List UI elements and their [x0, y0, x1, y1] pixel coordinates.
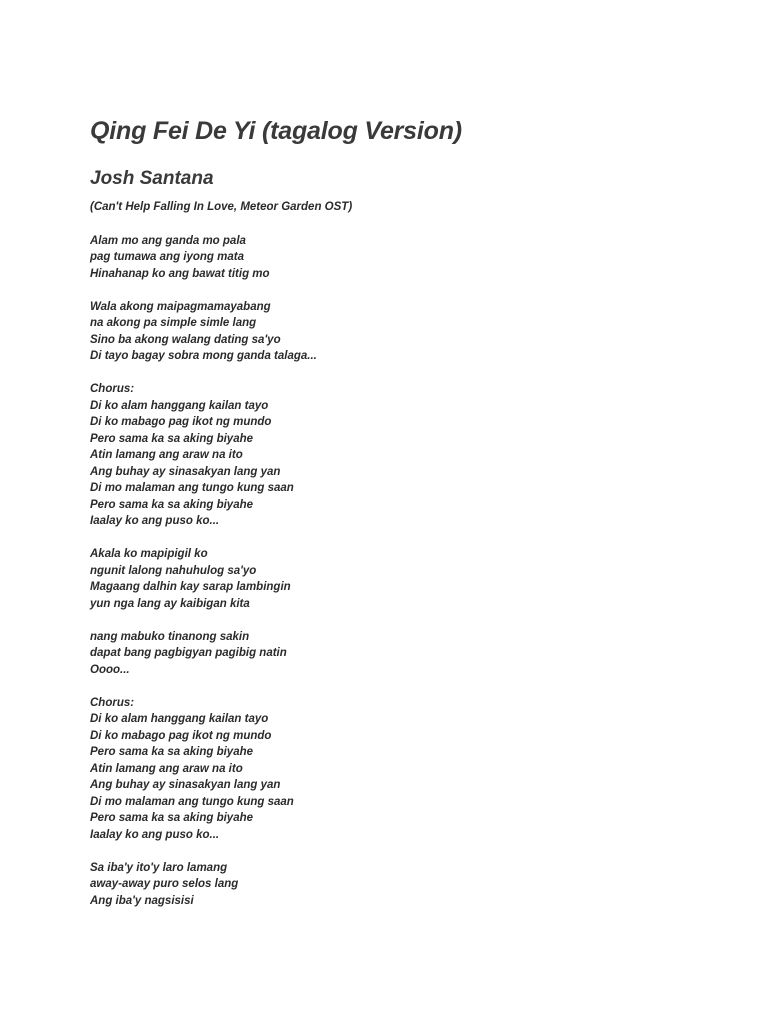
lyric-line: Iaalay ko ang puso ko...	[90, 828, 220, 841]
lyric-line: Atin lamang ang araw na ito	[90, 762, 243, 775]
lyric-line: nang mabuko tinanong sakin	[90, 630, 250, 643]
lyric-line: Ang buhay ay sinasakyan lang yan	[90, 779, 281, 791]
lyric-stanza	[90, 233, 710, 283]
lyric-line: Ang iba'y nagsisisi	[90, 894, 194, 907]
lyric-line: dapat bang pagbigyan pagibig natin	[90, 647, 287, 659]
lyric-line: Akala ko mapipigil ko	[90, 548, 208, 560]
lyric-line: pag tumawa ang iyong mata	[90, 251, 244, 263]
lyric-line: Wala akong maipagmamayabang	[90, 300, 271, 313]
lyric-line: Pero sama ka sa aking biyahe	[90, 812, 254, 824]
song-subtitle: (Can't Help Falling In Love, Meteor Garden OST)	[90, 201, 353, 213]
lyric-line: Iaalay ko ang puso ko...	[90, 515, 220, 527]
song-title: Qing Fei De Yi (tagalog Version)	[90, 117, 462, 145]
lyric-stanza	[90, 546, 710, 612]
lyric-line: Oooo...	[90, 663, 130, 676]
lyric-line: Di ko alam hanggang kailan tayo	[90, 713, 269, 725]
lyric-line: Pero sama ka sa aking biyahe	[90, 746, 254, 758]
lyric-line: Di tayo bagay sobra mong ganda talaga...	[90, 350, 317, 362]
lyric-line: Hinahanap ko ang bawat titig mo	[90, 267, 270, 280]
lyric-stanza	[90, 695, 710, 844]
lyrics-body	[90, 233, 710, 910]
document-page	[90, 113, 710, 926]
lyric-line: Sa iba'y ito'y laro lamang	[90, 861, 228, 874]
lyric-line: Di ko mabago pag ikot ng mundo	[90, 416, 272, 428]
lyric-stanza	[90, 860, 710, 910]
lyric-line: Sino ba akong walang dating sa'yo	[90, 333, 281, 346]
lyric-stanza	[90, 629, 710, 679]
lyric-line: Ang buhay ay sinasakyan lang yan	[90, 465, 281, 478]
lyric-line: away-away puro selos lang	[90, 878, 239, 890]
lyric-line: Chorus:	[90, 383, 135, 395]
lyric-line: Di mo malaman ang tungo kung saan	[90, 482, 294, 494]
lyric-line: na akong pa simple simle lang	[90, 317, 257, 329]
lyric-line: Di mo malaman ang tungo kung saan	[90, 795, 294, 808]
lyric-line: ngunit lalong nahuhulog sa'yo	[90, 564, 257, 577]
lyric-line: Magaang dalhin kay sarap lambingin	[90, 581, 291, 593]
artist-name: Josh Santana	[90, 168, 214, 189]
lyric-line: Chorus:	[90, 696, 135, 709]
lyric-line: Atin lamang ang araw na ito	[90, 449, 243, 461]
lyric-line: Di ko alam hanggang kailan tayo	[90, 399, 269, 412]
lyric-line: Pero sama ka sa aking biyahe	[90, 432, 254, 445]
lyric-stanza	[90, 381, 710, 530]
lyric-line: yun nga lang ay kaibigan kita	[90, 597, 250, 610]
lyric-line: Di ko mabago pag ikot ng mundo	[90, 729, 272, 742]
lyric-line: Pero sama ka sa aking biyahe	[90, 498, 254, 511]
lyric-stanza	[90, 299, 710, 365]
lyric-line: Alam mo ang ganda mo pala	[90, 234, 246, 247]
